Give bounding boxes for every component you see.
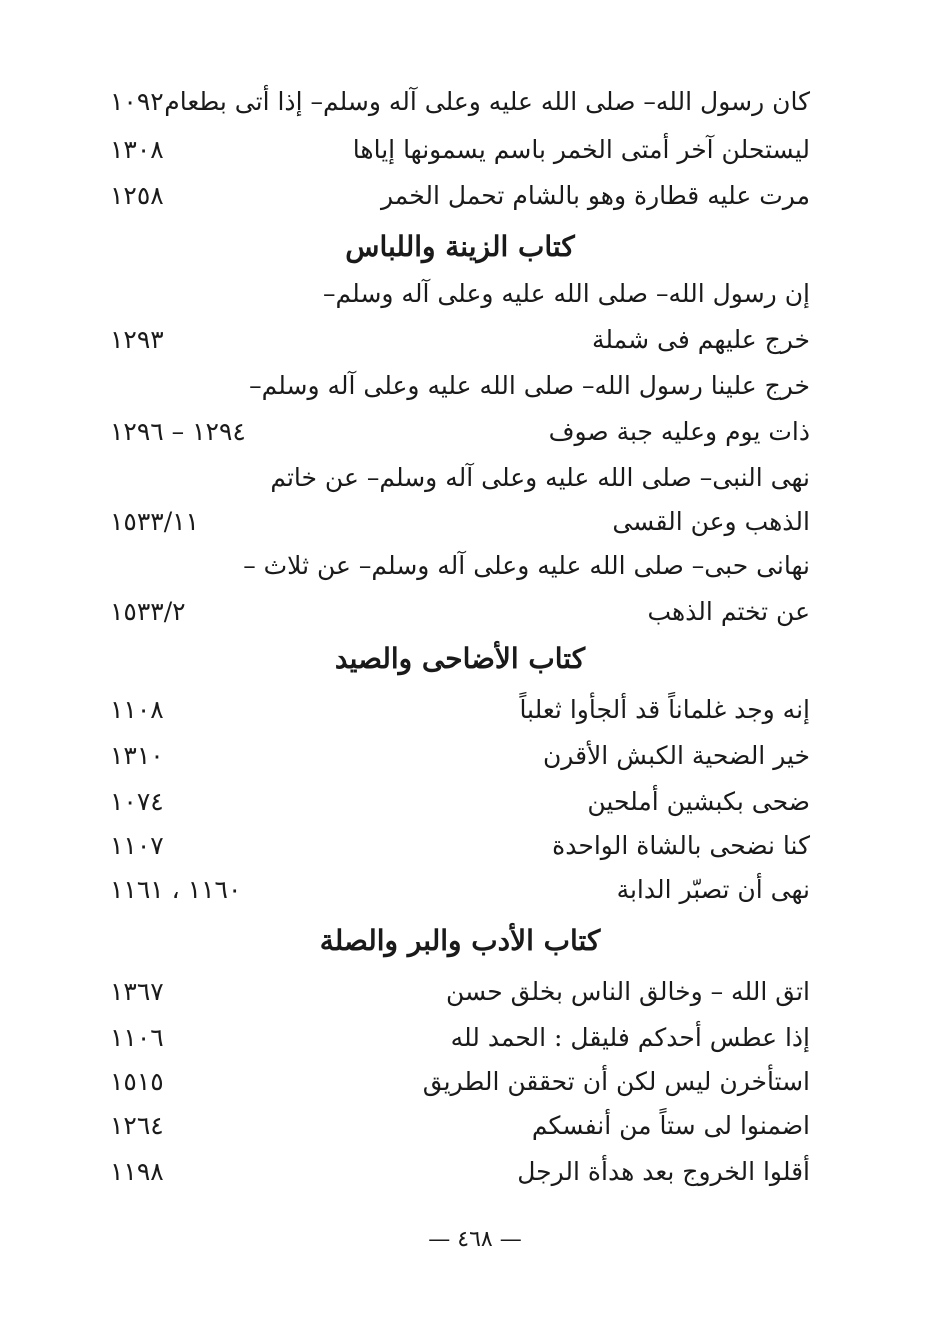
index-entry [110,274,810,314]
entry-text: اتق الله – وخالق الناس بخلق حسن [445,977,810,1006]
entry-reference: ١٠٩٢ [110,87,164,116]
entry-text: اضمنوا لى ستاً من أنفسكم [531,1111,810,1140]
entry-reference: ١٢٩٣ [110,325,164,354]
entry-text: خرج عليهم فى شملة [592,325,810,354]
entry-text: نهانى حبى– صلى الله عليه وعلى آله وسلم– عن ثلاث – [243,551,810,580]
index-entry [110,1062,810,1102]
entry-reference: ١٢٩٤ – ١٢٩٦ [110,417,246,446]
entry-reference: ١٣٦٧ [110,977,164,1006]
entry-reference: ١١٠٧ [110,831,164,860]
entry-text: استأخرن ليس لكن أن تحققن الطريق [422,1067,810,1096]
entry-reference: ١٥٣٣/١١ [110,507,199,536]
entry-text: خير الضحية الكبش الأقرن [542,741,810,770]
entry-text: إن رسول الله– صلى الله عليه وعلى آله وسلم– [323,279,810,308]
entry-reference: ١١٠٦ [110,1023,164,1052]
index-entry [110,412,810,452]
entry-text: ضحى بكبشين أملحين [587,787,810,816]
entry-text: إنه وجد غلماناً قد ألجأوا ثعلباً [519,695,810,724]
entry-text: عن تختم الذهب [647,597,810,626]
index-entry [110,826,810,866]
index-entry [110,972,810,1012]
index-entry [110,176,810,216]
index-entry [110,82,810,122]
entry-reference: ١٥٣٣/٢ [110,597,186,626]
index-entry [110,782,810,822]
index-entry [110,320,810,360]
entry-text: كان رسول الله– صلى الله عليه وعلى آله وسلم– إذا أتى بطعام [164,87,810,116]
index-entry [110,1018,810,1058]
index-entry [110,690,810,730]
index-entry [110,1152,810,1192]
section-heading: كتاب الأدب والبر والصلة [319,924,601,957]
index-entry [110,870,810,910]
entry-reference: ١١٠٨ [110,695,164,724]
entry-reference: ١٣٠٨ [110,135,164,164]
index-entry [110,592,810,632]
entry-reference: ١١٦٠ ، ١١٦١ [110,875,242,904]
entry-text: ذات يوم وعليه جبة صوف [548,417,810,446]
entry-text: كنا نضحى بالشاة الواحدة [552,831,810,860]
section-heading: كتاب الزينة واللباس [345,230,575,263]
entry-text: الذهب وعن القسى [612,507,810,536]
entry-reference: ١٣١٠ [110,741,164,770]
entry-text: نهى النبى– صلى الله عليه وعلى آله وسلم– عن خاتم [270,463,810,492]
entry-reference: ١٢٦٤ [110,1111,164,1140]
index-entry [110,736,810,776]
index-entry [110,546,810,586]
section-heading: كتاب الأضاحى والصيد [334,642,586,675]
index-entry [110,458,810,498]
entry-text: ليستحلن آخر أمتى الخمر باسم يسمونها إياها [352,135,810,164]
entry-text: مرت عليه قطارة وهو بالشام تحمل الخمر [381,181,810,210]
index-entry [110,130,810,170]
page-number: — ٤٦٨ — [428,1227,522,1252]
index-entry [110,502,810,542]
entry-text: خرج علينا رسول الله– صلى الله عليه وعلى آله وسلم– [249,371,810,400]
entry-reference: ١٢٥٨ [110,181,164,210]
entry-text: إذا عطس أحدكم فليقل : الحمد لله [450,1023,810,1052]
index-entry [110,366,810,406]
entry-text: نهى أن تصبّر الدابة [616,875,810,904]
entry-text: أقلوا الخروج بعد هدأة الرجل [517,1157,810,1186]
entry-reference: ١٠٧٤ [110,787,164,816]
entry-reference: ١٥١٥ [110,1067,164,1096]
entry-reference: ١١٩٨ [110,1157,164,1186]
index-entry [110,1106,810,1146]
